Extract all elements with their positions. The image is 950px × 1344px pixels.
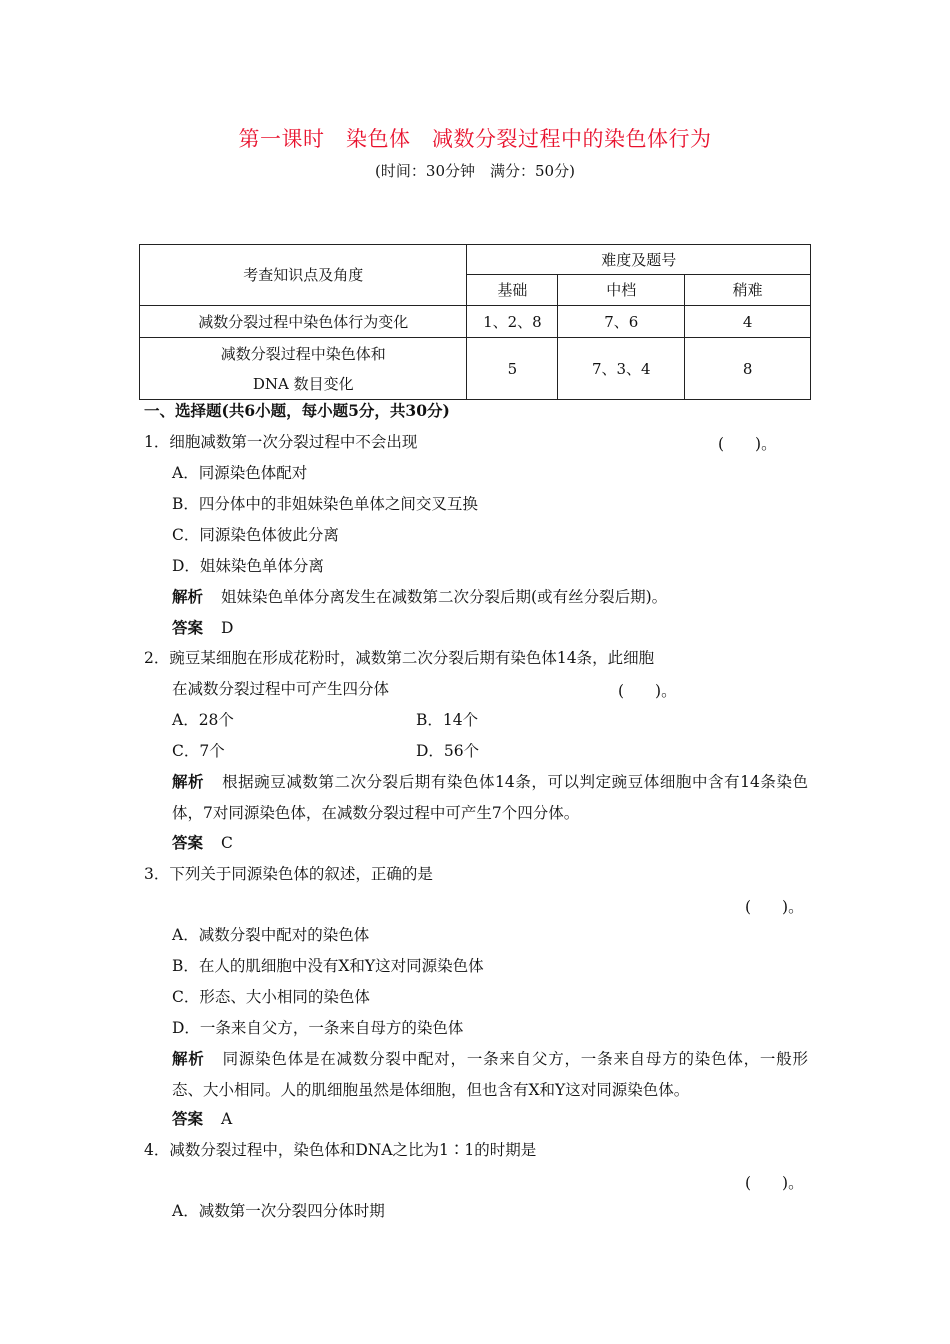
q1-option-b: B．四分体中的非姐妹染色单体之间交叉互换: [172, 495, 478, 513]
table-cell-hard: 4: [685, 306, 811, 338]
q3-stem: 3．下列关于同源染色体的叙述，正确的是: [144, 865, 433, 883]
table-cell-topic-line1: 减数分裂过程中染色体和: [220, 344, 386, 363]
q2-analysis: [172, 766, 808, 829]
q3-option-a: A．减数分裂中配对的染色体: [172, 926, 370, 944]
q2-option-d: D．56个: [416, 742, 480, 760]
table-header-medium: 中档: [558, 275, 685, 306]
q1-option-a: A．同源染色体配对: [172, 464, 308, 482]
analysis-label: 解析: [172, 587, 204, 606]
q2-answer-value: C: [221, 834, 233, 852]
table-row: [140, 338, 811, 400]
table-header-topic: 考查知识点及角度: [140, 245, 467, 306]
q2-analysis-text: 根据豌豆减数第二次分裂后期有染色体14条，可以判定豌豆体细胞中含有14条染色体，7对同源染色体，在减数分裂过程中可产生7个四分体。: [172, 773, 808, 822]
q1-option-c: C．同源染色体彼此分离: [172, 526, 339, 544]
q2-stem-line2: 在减数分裂过程中可产生四分体: [172, 680, 390, 698]
q1-stem: 1．细胞减数第一次分裂过程中不会出现: [144, 433, 418, 451]
page-subtitle: (时间：30分钟 满分：50分): [375, 162, 575, 180]
q4-answer-blank: ( )。: [745, 1174, 804, 1192]
analysis-label: 解析: [172, 772, 205, 791]
table-cell-medium: 7、3、4: [558, 338, 685, 400]
q2-answer: [172, 833, 233, 853]
q3-analysis: [172, 1043, 808, 1106]
q2-option-a: A．28个: [172, 711, 234, 729]
table-cell-topic-line2: DNA 数目变化: [252, 374, 354, 393]
q2-option-b: B．14个: [416, 711, 479, 729]
q1-analysis: [172, 587, 667, 607]
q1-answer-value: D: [221, 619, 234, 637]
table-row: [140, 306, 811, 338]
q4-stem: 4．减数分裂过程中，染色体和DNA之比为1∶1的时期是: [144, 1141, 537, 1159]
q4-option-a: A．减数第一次分裂四分体时期: [172, 1202, 385, 1220]
q3-option-b: B．在人的肌细胞中没有X和Y这对同源染色体: [172, 957, 484, 975]
q3-analysis-text: 同源染色体是在减数分裂中配对，一条来自父方，一条来自母方的染色体，一般形态、大小相同。人的肌细胞虽然是体细胞，但也含有X和Y这对同源染色体。: [172, 1050, 808, 1099]
q1-answer: [172, 618, 233, 638]
table-cell-basic: 5: [467, 338, 558, 400]
table-cell-medium: 7、6: [558, 306, 685, 338]
q3-option-c: C．形态、大小相同的染色体: [172, 988, 370, 1006]
knowledge-table: [139, 244, 811, 400]
answer-label: 答案: [172, 833, 204, 852]
answer-label: 答案: [172, 1109, 204, 1128]
q2-answer-blank: ( )。: [618, 682, 677, 700]
q3-answer: [172, 1109, 232, 1129]
table-cell-topic: 减数分裂过程中染色体行为变化: [140, 306, 467, 338]
q3-answer-value: A: [221, 1110, 233, 1128]
page-title: 第一课时 染色体 减数分裂过程中的染色体行为: [238, 127, 712, 151]
table-header-difficulty: 难度及题号: [467, 245, 811, 275]
table-cell-topic: [140, 338, 467, 400]
answer-label: 答案: [172, 618, 204, 637]
table-cell-basic: 1、2、8: [467, 306, 558, 338]
table-header-basic: 基础: [467, 275, 558, 306]
q3-option-d: D．一条来自父方，一条来自母方的染色体: [172, 1019, 464, 1037]
section-title: 一、选择题(共6小题，每小题5分，共30分): [144, 401, 450, 420]
analysis-label: 解析: [172, 1049, 205, 1068]
q3-answer-blank: ( )。: [745, 898, 804, 916]
table-cell-hard: 8: [685, 338, 811, 400]
q1-analysis-text: 姐妹染色单体分离发生在减数第二次分裂后期(或有丝分裂后期)。: [221, 588, 668, 606]
q1-option-d: D．姐妹染色单体分离: [172, 557, 324, 575]
q1-answer-blank: ( )。: [718, 435, 777, 453]
q2-stem-line1: 2．豌豆某细胞在形成花粉时，减数第二次分裂后期有染色体14条，此细胞: [144, 649, 655, 667]
table-header-hard: 稍难: [685, 275, 811, 306]
q2-option-c: C．7个: [172, 742, 225, 760]
